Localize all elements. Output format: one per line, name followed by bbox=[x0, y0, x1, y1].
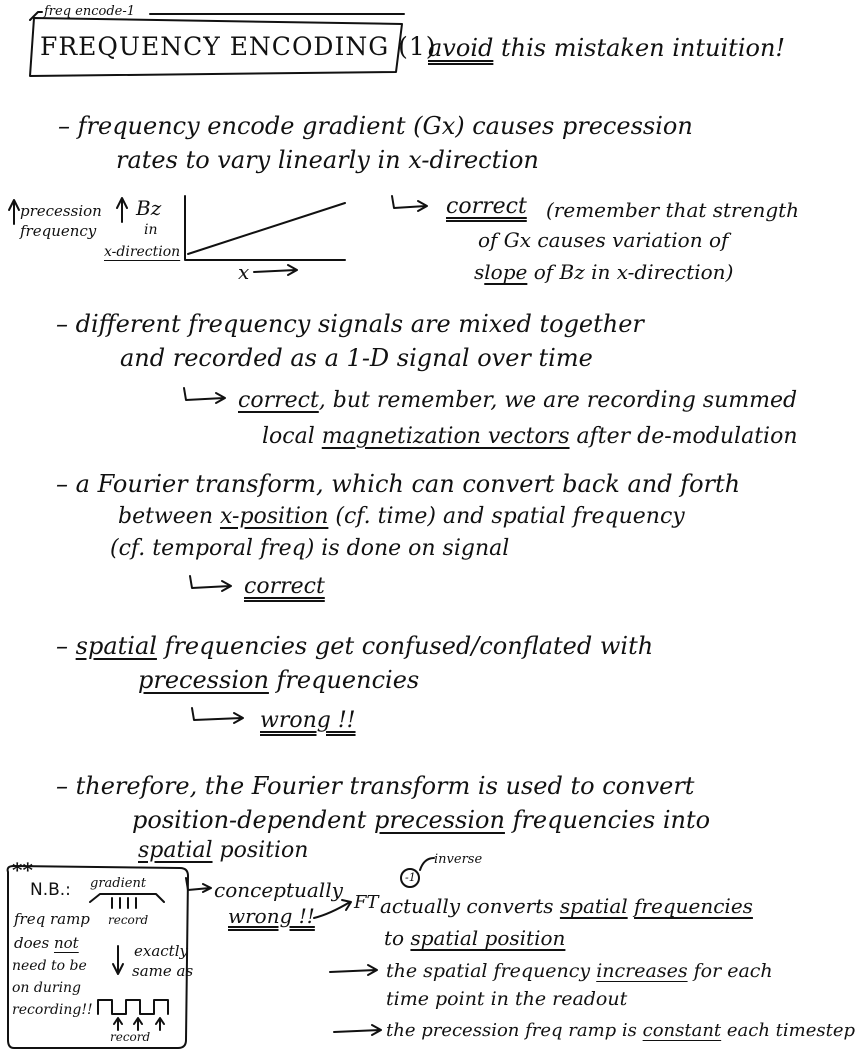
graph-bz: Bz bbox=[136, 196, 162, 220]
item5-line2 bbox=[132, 806, 710, 834]
item1-line2: rates to vary linearly in x-direction bbox=[116, 146, 539, 174]
item4-line2-u: precession bbox=[138, 666, 269, 694]
ft-line1-u2: frequencies bbox=[634, 894, 753, 918]
note3-post: of Bz in x-direction) bbox=[527, 260, 734, 284]
item3-line1: – a Fourier transform, which can convert back and forth bbox=[56, 470, 741, 498]
graph-in: in bbox=[144, 222, 158, 238]
ft-line1 bbox=[380, 894, 753, 918]
ft-line1-pre: actually converts bbox=[380, 894, 560, 918]
graph-xaxis-label: x bbox=[238, 260, 250, 284]
item2-note2-pre: local bbox=[262, 424, 322, 449]
item5-verdict2: wrong !! bbox=[228, 904, 315, 928]
item4-hook-arrow bbox=[192, 708, 243, 723]
nb-does: does bbox=[14, 934, 54, 952]
item5-line2-u: precession bbox=[374, 806, 505, 834]
item5-line2-pre: position-dependent bbox=[132, 806, 375, 834]
graph-ylabel-1: precession bbox=[20, 202, 102, 220]
ft-line2-u: spatial position bbox=[410, 926, 566, 950]
nb-not: not bbox=[53, 934, 79, 952]
item3-line2 bbox=[118, 504, 685, 529]
item5-verdict1: conceptually bbox=[214, 878, 343, 902]
bullet2-b: each timestep bbox=[721, 1020, 855, 1041]
item3-verdict: correct bbox=[244, 574, 325, 599]
ft-line2 bbox=[384, 926, 565, 950]
note3-pre: s bbox=[474, 260, 485, 284]
item5-line3-post: position bbox=[212, 838, 309, 863]
item2-note1-text: , but remember, we are recording summed bbox=[318, 388, 798, 413]
bullet2-u: constant bbox=[642, 1020, 722, 1041]
precession-arrow bbox=[9, 200, 19, 224]
graph-axes bbox=[185, 196, 345, 260]
ft-label: FT bbox=[354, 892, 379, 913]
item3-hook-arrow bbox=[190, 576, 231, 591]
bullet1-arrow bbox=[330, 965, 377, 975]
item5-line3 bbox=[138, 838, 308, 863]
bullet1-u: increases bbox=[596, 960, 688, 982]
item1-line1: – frequency encode gradient (Gx) causes precession bbox=[58, 112, 693, 140]
item1-note1: (remember that strength bbox=[546, 198, 800, 222]
bullet1-line2: time point in the readout bbox=[386, 988, 628, 1010]
nb-freq-ramp-5: recording!! bbox=[12, 1002, 93, 1018]
bullet2-line bbox=[386, 1020, 855, 1041]
item3-line2-post: (cf. time) and spatial frequency bbox=[328, 504, 685, 529]
avoid-heading bbox=[428, 34, 785, 62]
item5-line2-post: frequencies into bbox=[504, 806, 711, 834]
item2-line1: – different frequency signals are mixed together bbox=[56, 310, 644, 338]
nb-freq-ramp-3: need to be bbox=[12, 958, 87, 974]
item1-hook-arrow bbox=[392, 196, 427, 211]
item4-line1-u: spatial bbox=[75, 632, 157, 660]
item4-line1-post: frequencies get confused/conflated with bbox=[156, 632, 654, 660]
avoid-word: avoid bbox=[428, 34, 494, 62]
item4-dash: – bbox=[56, 632, 76, 660]
item5-hook-arrow bbox=[186, 878, 211, 892]
nb-label: N.B.: bbox=[30, 880, 71, 900]
x-arrow bbox=[254, 265, 297, 275]
item4-line2 bbox=[138, 666, 419, 694]
bullet1-a: the spatial frequency bbox=[386, 960, 597, 982]
item5-line1: – therefore, the Fourier transform is used to convert bbox=[56, 772, 695, 800]
wrong-to-ft-arrow bbox=[314, 900, 351, 918]
item3-line3: (cf. temporal freq) is done on signal bbox=[110, 536, 510, 561]
ft-line2-pre: to bbox=[384, 926, 411, 950]
avoid-rest: this mistaken intuition! bbox=[501, 34, 786, 62]
item5-line3-u: spatial bbox=[138, 838, 213, 863]
inverse-hook bbox=[420, 858, 434, 870]
item3-line2-u: x-position bbox=[219, 504, 329, 529]
bullet1-line1 bbox=[386, 960, 773, 982]
item2-verdict: correct bbox=[238, 388, 319, 413]
item1-note3 bbox=[474, 260, 733, 284]
nb-record-bottom-arrows bbox=[114, 1018, 164, 1030]
note3-slope: lope bbox=[484, 260, 528, 284]
nb-record-bottom: record bbox=[110, 1030, 151, 1044]
nb-record-top: record bbox=[108, 913, 149, 927]
nb-freq-ramp-1: freq ramp bbox=[14, 910, 90, 928]
minus-one-label: -1 bbox=[405, 871, 416, 884]
item1-verdict: correct bbox=[446, 194, 527, 219]
item1-note2: of Gx causes variation of bbox=[478, 228, 729, 252]
nb-exactly: exactly bbox=[134, 942, 188, 960]
nb-same-as: same as bbox=[132, 962, 194, 980]
item2-note2-post: after de-modulation bbox=[569, 424, 798, 449]
item2-note1 bbox=[238, 388, 797, 413]
graph-ylabel-2: frequency bbox=[20, 222, 97, 240]
nb-square-wave bbox=[98, 1000, 168, 1014]
item2-note2 bbox=[262, 424, 798, 449]
nb-record-arrows bbox=[112, 898, 136, 908]
nb-stars: ** bbox=[12, 858, 33, 882]
nb-freq-ramp-2 bbox=[14, 934, 79, 952]
item4-line2-post: frequencies bbox=[268, 666, 420, 694]
ft-line1-u1: spatial bbox=[559, 894, 628, 918]
item3-line2-pre: between bbox=[118, 504, 220, 529]
item2-line2: and recorded as a 1-D signal over time bbox=[120, 344, 593, 372]
item2-note2-u: magnetization vectors bbox=[321, 424, 570, 449]
graph-xdir: x-direction bbox=[104, 244, 181, 260]
page-tag: freq encode-1 bbox=[44, 4, 136, 19]
nb-freq-ramp-4: on during bbox=[12, 980, 82, 996]
nb-down-arrow bbox=[113, 946, 123, 974]
bullet2-arrow bbox=[334, 1025, 381, 1035]
graph-line bbox=[188, 203, 345, 254]
item4-verdict: wrong !! bbox=[260, 708, 356, 733]
inverse-label: inverse bbox=[434, 852, 483, 867]
bullet1-b: for each bbox=[687, 960, 773, 982]
nb-gradient-shape bbox=[90, 894, 164, 902]
item2-hook-arrow bbox=[184, 388, 225, 403]
item4-line1 bbox=[56, 632, 653, 660]
nb-gradient: gradient bbox=[90, 876, 147, 891]
bullet2-a: the precession freq ramp is bbox=[386, 1020, 643, 1041]
page-title: FREQUENCY ENCODING (1) bbox=[40, 32, 437, 61]
bz-arrow bbox=[117, 198, 127, 222]
